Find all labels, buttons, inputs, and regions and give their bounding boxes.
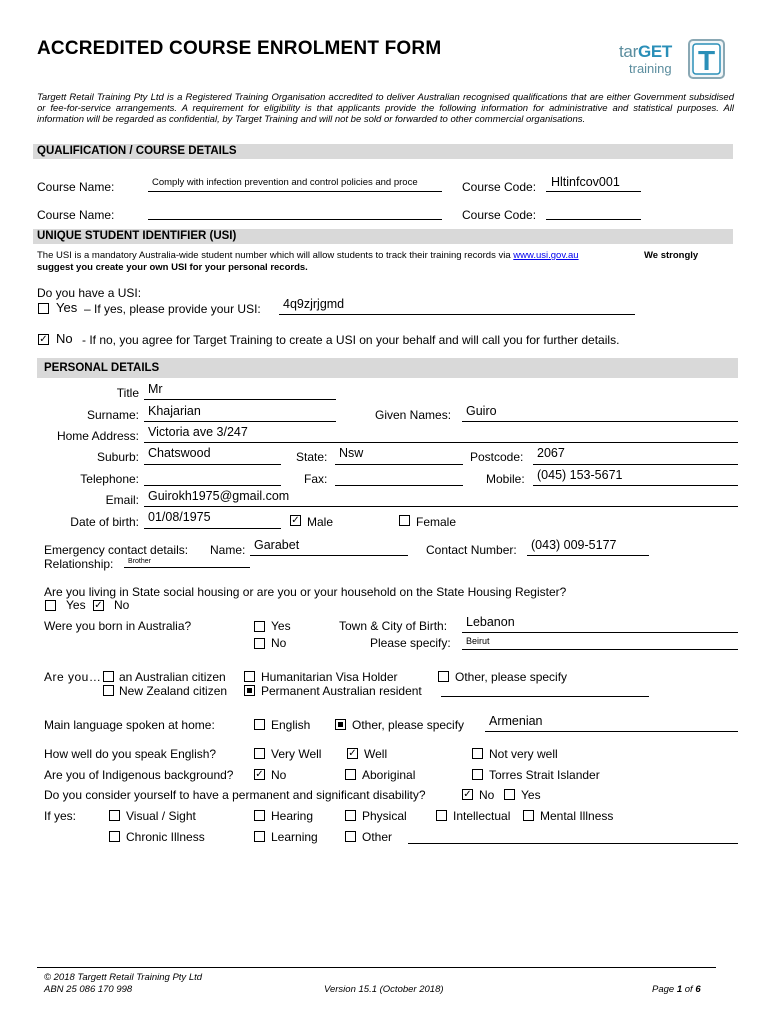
mobile-value[interactable]: (045) 153-5671 <box>537 468 623 482</box>
female-label: Female <box>416 515 457 529</box>
language-line <box>485 731 738 732</box>
well-checkbox[interactable]: ✓ <box>348 748 357 759</box>
indigenous-no-checkbox[interactable]: ✓ <box>255 769 264 780</box>
mental-illness-checkbox[interactable] <box>523 810 534 821</box>
course-code-value-1[interactable]: Hltinfcov001 <box>551 175 620 189</box>
fax-label: Fax: <box>304 472 328 486</box>
english-checkbox[interactable] <box>254 719 265 730</box>
intellectual-checkbox[interactable] <box>436 810 447 821</box>
suburb-value[interactable]: Chatswood <box>148 446 211 460</box>
usi-section-heading: UNIQUE STUDENT IDENTIFIER (USI) <box>33 229 733 244</box>
mobile-line <box>533 485 738 486</box>
dob-line <box>144 528 281 529</box>
nz-citizen-checkbox[interactable] <box>103 685 114 696</box>
usi-strong-note-1: We strongly <box>644 250 699 261</box>
australian-citizen-checkbox[interactable] <box>103 671 114 682</box>
intellectual-label: Intellectual <box>453 809 511 823</box>
home-address-line <box>144 442 738 443</box>
page-prefix: Page <box>652 984 677 995</box>
housing-question: Are you living in State social housing or are you or your household on the State Housing Register? <box>44 585 567 599</box>
logo-t-icon <box>687 38 727 80</box>
postcode-line <box>533 464 738 465</box>
usi-no-label: No <box>56 331 73 346</box>
housing-yes-checkbox[interactable] <box>45 600 56 611</box>
given-names-value[interactable]: Guiro <box>466 404 497 418</box>
usi-yes-checkbox[interactable] <box>38 303 49 314</box>
language-value[interactable]: Armenian <box>489 714 543 728</box>
usi-no-detail: - If no, you agree for Target Training to create a USI on your behalf and will call you for further details. <box>82 333 620 347</box>
footer-rule <box>37 967 716 968</box>
email-value[interactable]: Guirokh1975@gmail.com <box>148 489 290 503</box>
page-current: 1 <box>676 984 683 995</box>
english-proficiency-question: How well do you speak English? <box>44 747 217 761</box>
footer-version: Version 15.1 (October 2018) <box>324 984 444 995</box>
humanitarian-checkbox[interactable] <box>244 671 255 682</box>
contact-number-value[interactable]: (043) 009-5177 <box>531 538 617 552</box>
visual-checkbox[interactable] <box>109 810 120 821</box>
aboriginal-label: Aboriginal <box>362 768 416 782</box>
physical-checkbox[interactable] <box>345 810 356 821</box>
other-residency-line <box>441 696 649 697</box>
indigenous-question: Are you of Indigenous background? <box>44 768 234 782</box>
torres-strait-label: Torres Strait Islander <box>489 768 600 782</box>
usi-value[interactable]: 4q9zjrjgmd <box>283 297 345 311</box>
personal-section-heading: PERSONAL DETAILS <box>37 358 738 378</box>
born-yes-checkbox[interactable] <box>254 621 265 632</box>
chronic-illness-label: Chronic Illness <box>126 830 205 844</box>
emergency-name-value[interactable]: Garabet <box>254 538 300 552</box>
housing-yes-label: Yes <box>66 598 86 612</box>
disability-yes-label: Yes <box>521 788 541 802</box>
qualification-section-heading: QUALIFICATION / COURSE DETAILS <box>33 144 733 159</box>
english-label: English <box>271 718 311 732</box>
course-code-line-2 <box>546 219 641 220</box>
please-specify-label: Please specify: <box>370 636 451 650</box>
suburb-label: Suburb: <box>96 450 139 464</box>
intro-paragraph: Targett Retail Training Pty Ltd is a Registered Training Organisation accredited to deliver Australian recognised qualifications that are either Government subsidised or fee-for-service arrangements. A requirement for eligibility is that applicants provide the following information for administrative and statistical purposes. All information will be regarded as confidential, by Target Training and will not be sold or forwarded to other commercial organisations. <box>37 92 734 125</box>
nz-citizen-label: New Zealand citizen <box>119 684 228 698</box>
emergency-contact-label: Emergency contact details: <box>44 543 189 557</box>
born-no-label: No <box>271 636 287 650</box>
housing-no-label: No <box>114 598 130 612</box>
logo-text-get: GET <box>637 42 672 61</box>
emergency-name-line <box>250 555 408 556</box>
dob-label: Date of birth: <box>70 515 139 529</box>
born-question: Were you born in Australia? <box>44 619 192 633</box>
logo-text-training: training <box>629 61 672 76</box>
title-line <box>144 399 336 400</box>
very-well-label: Very Well <box>271 747 322 761</box>
very-well-checkbox[interactable] <box>254 748 265 759</box>
mobile-label: Mobile: <box>486 472 525 486</box>
postcode-value[interactable]: 2067 <box>537 446 565 460</box>
not-very-well-label: Not very well <box>489 747 558 761</box>
contact-number-line <box>527 555 649 556</box>
learning-checkbox[interactable] <box>254 831 265 842</box>
please-specify-line <box>462 649 738 650</box>
disability-yes-checkbox[interactable] <box>504 789 515 800</box>
state-value[interactable]: Nsw <box>339 446 364 460</box>
male-label: Male <box>307 515 334 529</box>
born-yes-label: Yes <box>271 619 291 633</box>
dob-value[interactable]: 01/08/1975 <box>148 510 211 524</box>
emergency-name-label: Name: <box>210 543 246 557</box>
course-code-label-1: Course Code: <box>462 180 537 194</box>
born-no-checkbox[interactable] <box>254 638 265 649</box>
other-disability-checkbox[interactable] <box>345 831 356 842</box>
fax-line <box>335 485 463 486</box>
course-name-value-1[interactable]: Comply with infection prevention and control policies and proce <box>152 177 418 188</box>
logo-letter: T <box>697 45 716 76</box>
course-name-label-2: Course Name: <box>37 208 115 222</box>
usi-no-checkbox[interactable]: ✓ <box>39 334 48 345</box>
surname-line <box>144 421 336 422</box>
usi-link[interactable]: www.usi.gov.au <box>513 250 579 261</box>
usi-strong-note-2: suggest you create your own USI for your personal records. <box>37 262 308 273</box>
please-specify-value[interactable]: Beirut <box>466 636 490 646</box>
contact-number-label: Contact Number: <box>426 543 517 557</box>
page-total: 6 <box>695 984 701 995</box>
usi-note <box>37 250 579 261</box>
well-label: Well <box>364 747 388 761</box>
postcode-label: Postcode: <box>470 450 524 464</box>
usi-note-text: The USI is a mandatory Australia-wide student number which will allow students to track their training records via <box>37 250 514 261</box>
footer-abn: ABN 25 086 170 998 <box>44 984 133 995</box>
form-title: ACCREDITED COURSE ENROLMENT FORM <box>37 38 442 59</box>
relationship-label: Relationship: <box>44 557 114 571</box>
usi-yes-label: Yes <box>56 300 78 315</box>
course-name-label-1: Course Name: <box>37 180 115 194</box>
relationship-value[interactable]: Brother <box>128 558 151 565</box>
other-disability-label: Other <box>362 830 393 844</box>
course-name-line-1 <box>148 191 442 192</box>
disability-no-label: No <box>479 788 495 802</box>
other-residency-checkbox[interactable] <box>438 671 449 682</box>
female-checkbox[interactable] <box>399 515 410 526</box>
other-disability-line <box>408 843 738 844</box>
target-training-logo <box>619 36 729 80</box>
home-address-value[interactable]: Victoria ave 3/247 <box>148 425 248 439</box>
mental-illness-label: Mental Illness <box>540 809 614 823</box>
humanitarian-label: Humanitarian Visa Holder <box>261 670 398 684</box>
australian-citizen-label: an Australian citizen <box>119 670 226 684</box>
footer-page-number <box>652 984 701 995</box>
chronic-illness-checkbox[interactable] <box>109 831 120 842</box>
course-code-label-2: Course Code: <box>462 208 537 222</box>
hearing-label: Hearing <box>271 809 314 823</box>
disability-no-checkbox[interactable]: ✓ <box>463 789 472 800</box>
suburb-line <box>144 464 281 465</box>
state-label: State: <box>296 450 328 464</box>
permanent-resident-label: Permanent Australian resident <box>261 684 422 698</box>
usi-value-line <box>279 314 635 315</box>
course-name-line-2 <box>148 219 442 220</box>
not-very-well-checkbox[interactable] <box>472 748 483 759</box>
indigenous-no-label: No <box>271 768 287 782</box>
email-label: Email: <box>105 493 139 507</box>
if-yes-label: If yes: <box>44 809 77 823</box>
other-language-checkbox[interactable] <box>335 719 346 730</box>
housing-no-checkbox[interactable]: ✓ <box>94 600 103 611</box>
learning-label: Learning <box>271 830 318 844</box>
page-of: of <box>682 984 696 995</box>
surname-value[interactable]: Khajarian <box>148 404 201 418</box>
surname-label: Surname: <box>86 408 139 422</box>
usi-question: Do you have a USI: <box>37 286 142 300</box>
town-city-label: Town & City of Birth: <box>339 619 448 633</box>
logo-text-tar: tar <box>619 42 638 61</box>
email-line <box>144 506 738 507</box>
telephone-label: Telephone: <box>80 472 139 486</box>
disability-question: Do you consider yourself to have a permanent and significant disability? <box>44 788 426 802</box>
home-address-label: Home Address: <box>56 429 139 443</box>
are-you-label: Are you… <box>44 670 102 684</box>
male-checkbox[interactable]: ✓ <box>291 515 300 526</box>
usi-yes-detail: – If yes, please provide your USI: <box>84 302 261 316</box>
town-city-line <box>462 632 738 633</box>
given-names-line <box>462 421 738 422</box>
footer-copyright: © 2018 Targett Retail Training Pty Ltd <box>44 972 203 983</box>
title-value[interactable]: Mr <box>148 382 163 396</box>
telephone-line <box>144 485 281 486</box>
course-code-line-1 <box>546 191 641 192</box>
town-city-value[interactable]: Lebanon <box>466 615 515 629</box>
title-label: Title <box>116 386 139 400</box>
physical-label: Physical <box>362 809 407 823</box>
language-question: Main language spoken at home: <box>44 718 215 732</box>
hearing-checkbox[interactable] <box>254 810 265 821</box>
torres-strait-checkbox[interactable] <box>472 769 483 780</box>
state-line <box>335 464 463 465</box>
relationship-line <box>124 567 250 568</box>
visual-label: Visual / Sight <box>126 809 196 823</box>
other-language-label: Other, please specify <box>352 718 465 732</box>
aboriginal-checkbox[interactable] <box>345 769 356 780</box>
other-residency-label: Other, please specify <box>455 670 568 684</box>
permanent-resident-checkbox[interactable] <box>244 685 255 696</box>
given-names-label: Given Names: <box>375 408 452 422</box>
